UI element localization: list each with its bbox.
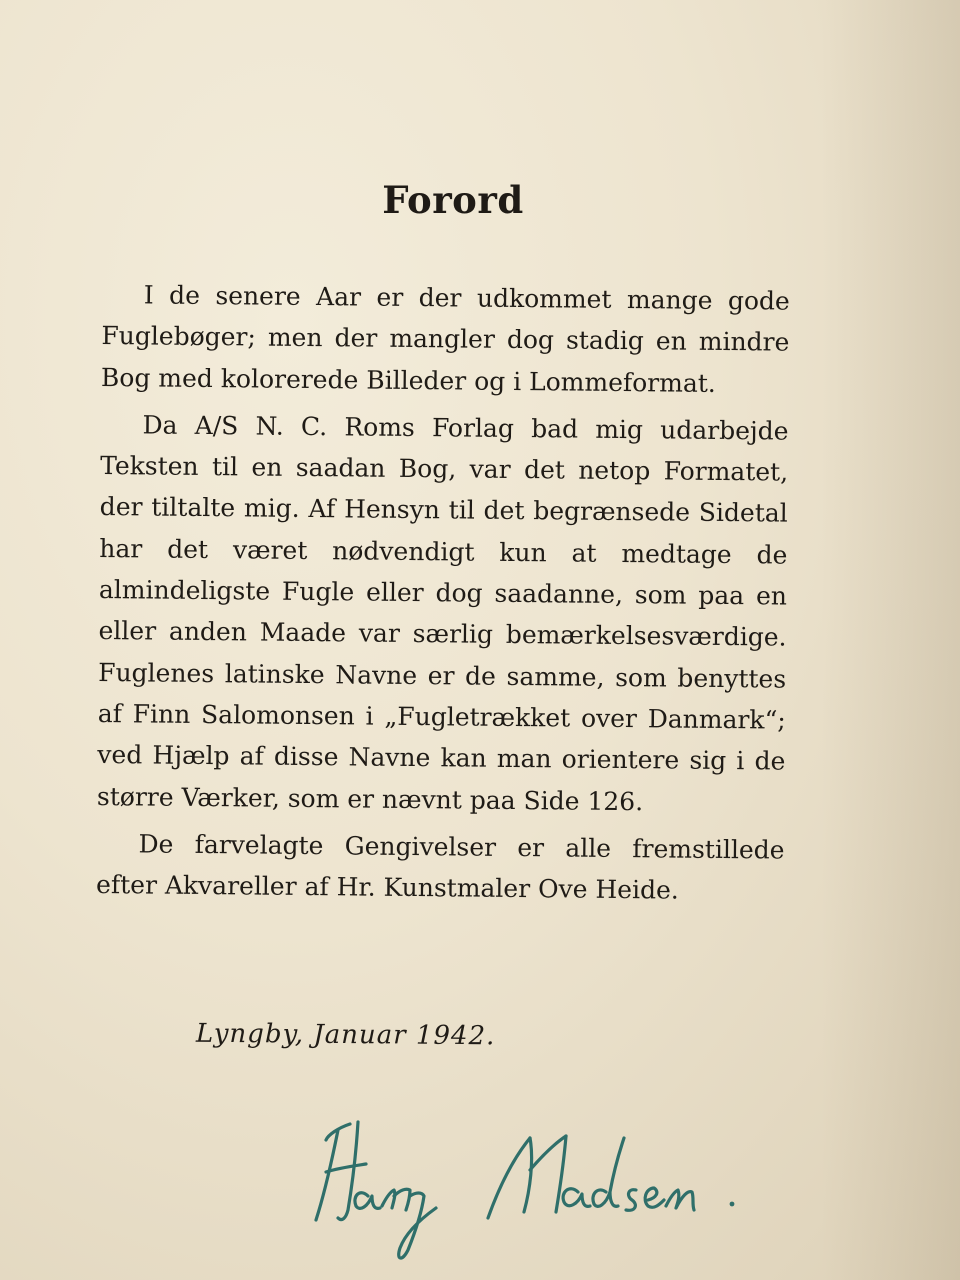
handwritten-signature (298, 1100, 778, 1270)
paragraph-3: De farvelagte Gengivelser er alle fremstillede efter Akvareller af Hr. Kunstmaler Ove Heide. (95, 829, 785, 905)
paragraph-2: Da A/S N. C. Roms Forlag bad mig udarbejde Teksten til en saadan Bog, var det netop Formatet, der tiltalte mig. Af Hensyn til det begrænsede Sidetal har det været nødvendigt kun at medtage de almindeligste Fugle eller dog saadanne, som paa en eller anden Maade var særlig bemærkelsesværdige. Fuglenes latinske Navne er de samme, som benyttes af Finn Salomonsen i „Fugletrækket over Danmark“; ved Hjælp af disse Navne kan man orientere sig i de større Værker, som er nævnt paa Side 126. (96, 410, 789, 816)
place-date: Lyngby, Januar 1942. (195, 1018, 496, 1052)
preface-body (96, 274, 790, 918)
page-title: Forord (382, 178, 524, 222)
paragraph-1: I de senere Aar er der udkommet mange gode Fuglebøger; men der mangler dog stadig en mindre Bog med kolorerede Billeder og i Lommeformat. (100, 280, 790, 398)
